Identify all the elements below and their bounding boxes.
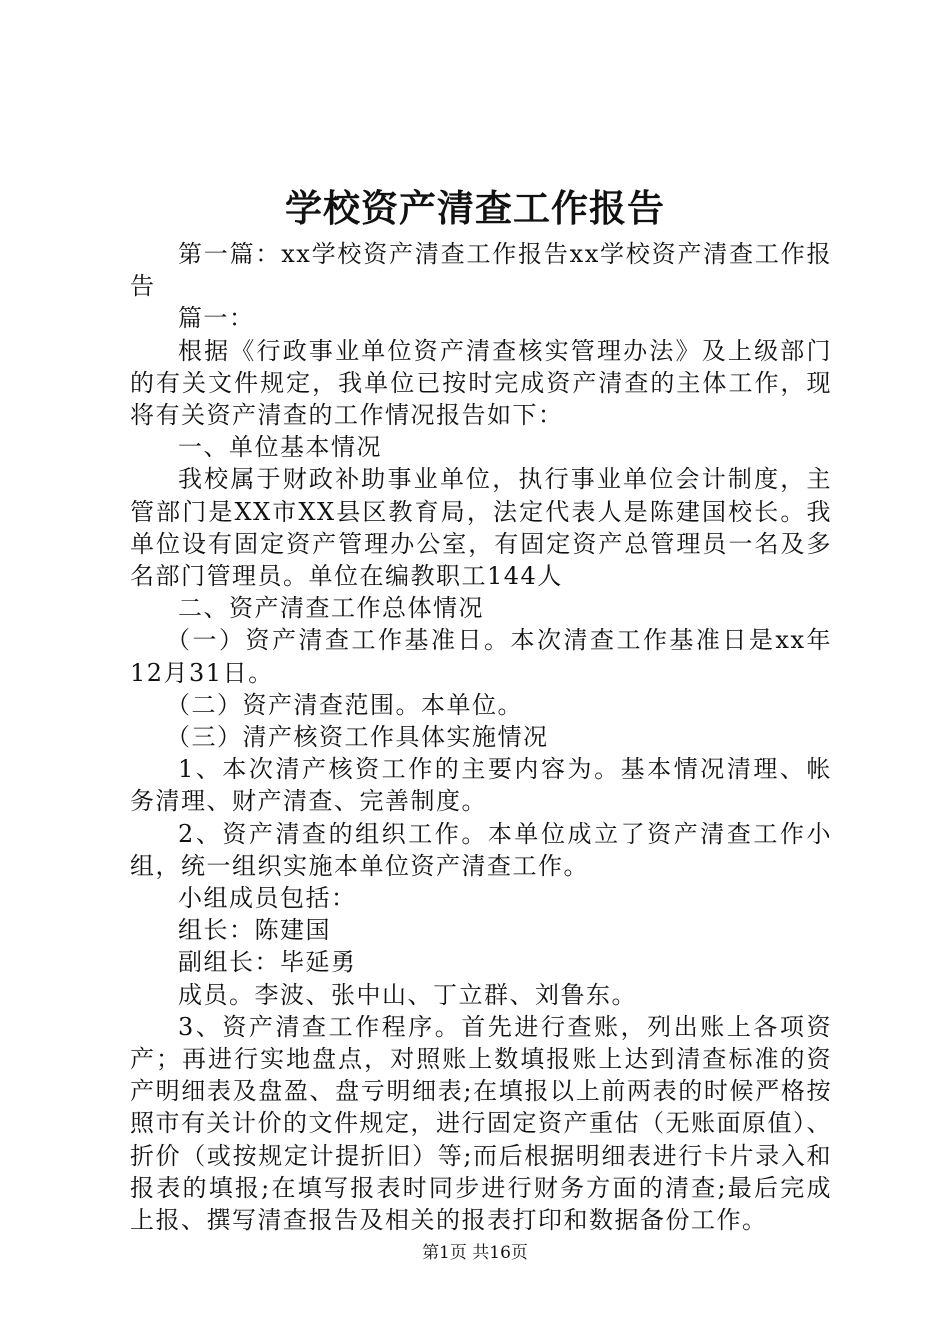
paragraph-section-label: 篇一： (178, 304, 255, 333)
paragraph-deputy-leader: 副组长：毕延勇 (178, 948, 357, 977)
paragraph-base-date: （一）资产清查工作基准日。本次清查工作基准日是xx年12月31日。 (130, 626, 832, 687)
paragraph-heading-basic-info: 一、单位基本情况 (178, 433, 382, 462)
paragraph-main-content: 1、本次清产核资工作的主要内容为。基本情况清理、帐务清理、财产清查、完善制度。 (130, 755, 832, 816)
document-body (130, 238, 832, 1236)
page-number-footer: 第1页 共16页 (422, 1243, 528, 1263)
paragraph-team-leader: 组长：陈建国 (178, 916, 331, 945)
paragraph-heading-first: 第一篇：xx学校资产清查工作报告xx学校资产清查工作报告 (130, 240, 832, 301)
paragraph-members-label: 小组成员包括： (178, 884, 357, 913)
paragraph-scope: （二）资产清查范围。本单位。 (166, 690, 523, 719)
document-title: 学校资产清查工作报告 (285, 186, 665, 230)
paragraph-implementation-heading: （三）清产核资工作具体实施情况 (166, 723, 549, 752)
paragraph-heading-overall: 二、资产清查工作总体情况 (178, 594, 484, 623)
paragraph-intro: 根据《行政事业单位资产清查核实管理办法》及上级部门的有关文件规定，我单位已按时完成资产清查的主体工作，现将有关资产清查的工作情况报告如下： (130, 336, 832, 430)
paragraph-members: 成员。李波、张中山、丁立群、刘鲁东。 (178, 980, 637, 1009)
paragraph-organization: 2、资产清查的组织工作。本单位成立了资产清查工作小组，统一组织实施本单位资产清查工作。 (130, 819, 832, 880)
paragraph-procedure: 3、资产清查工作程序。首先进行查账，列出账上各项资产；再进行实地盘点，对照账上数填报账上达到清查标准的资产明细表及盘盈、盘亏明细表;在填报以上前两表的时候严格按照市有关计价的文件规定，进行固定资产重估（无账面原值）、折价（或按规定计提折旧）等;而后根据明细表进行卡片录入和报表的填报;在填写报表时同步进行财务方面的清查;最后完成上报、撰写清查报告及相关的报表打印和数据备份工作。 (130, 1012, 832, 1235)
paragraph-basic-info: 我校属于财政补助事业单位，执行事业单位会计制度，主管部门是XX市XX县区教育局，法定代表人是陈建国校长。我单位设有固定资产管理办公室，有固定资产总管理员一名及多名部门管理员。单位在编教职工144人 (130, 465, 832, 591)
